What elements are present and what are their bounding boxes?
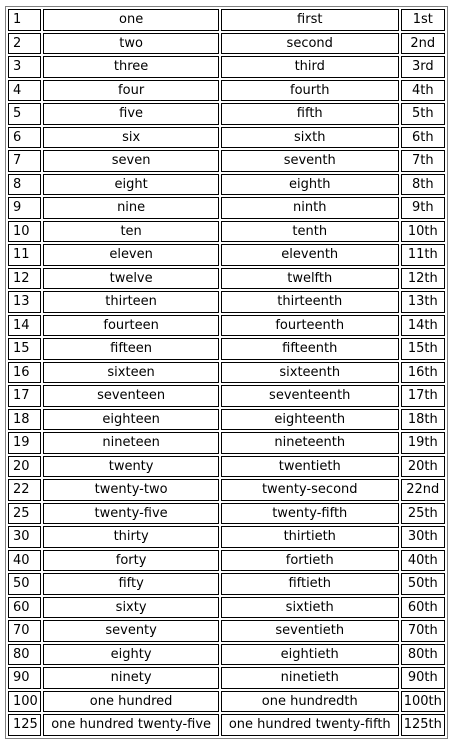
abbreviation-cell: 3rd [401, 56, 445, 78]
ordinal-cell: eighth [221, 174, 399, 196]
ordinal-cell: seventieth [221, 620, 399, 642]
abbreviation-cell: 10th [401, 221, 445, 243]
table-row [8, 9, 445, 31]
number-cell: 22 [8, 479, 41, 501]
number-cell: 7 [8, 150, 41, 172]
abbreviation-cell: 6th [401, 127, 445, 149]
abbreviation-cell: 16th [401, 362, 445, 384]
abbreviation-cell: 9th [401, 197, 445, 219]
table-row [8, 362, 445, 384]
number-cell: 25 [8, 503, 41, 525]
table-row [8, 667, 445, 689]
ordinal-cell: thirteenth [221, 291, 399, 313]
number-cell: 4 [8, 80, 41, 102]
cardinal-cell: nine [43, 197, 219, 219]
ordinal-cell: eightieth [221, 644, 399, 666]
cardinal-cell: twenty [43, 456, 219, 478]
abbreviation-cell: 80th [401, 644, 445, 666]
numbers-table-container [5, 6, 448, 739]
number-cell: 15 [8, 338, 41, 360]
abbreviation-cell: 90th [401, 667, 445, 689]
abbreviation-cell: 17th [401, 385, 445, 407]
table-row [8, 80, 445, 102]
cardinal-cell: twelve [43, 268, 219, 290]
cardinal-cell: one [43, 9, 219, 31]
number-cell: 17 [8, 385, 41, 407]
table-row [8, 503, 445, 525]
number-cell: 16 [8, 362, 41, 384]
cardinal-cell: six [43, 127, 219, 149]
abbreviation-cell: 100th [401, 691, 445, 713]
number-cell: 6 [8, 127, 41, 149]
number-cell: 90 [8, 667, 41, 689]
abbreviation-cell: 22nd [401, 479, 445, 501]
ordinal-cell: fourth [221, 80, 399, 102]
ordinal-cell: twelfth [221, 268, 399, 290]
table-row [8, 691, 445, 713]
cardinal-cell: four [43, 80, 219, 102]
table-row [8, 573, 445, 595]
number-cell: 100 [8, 691, 41, 713]
ordinal-cell: sixth [221, 127, 399, 149]
number-cell: 60 [8, 597, 41, 619]
cardinal-cell: sixty [43, 597, 219, 619]
abbreviation-cell: 50th [401, 573, 445, 595]
cardinal-cell: sixteen [43, 362, 219, 384]
abbreviation-cell: 20th [401, 456, 445, 478]
ordinal-cell: first [221, 9, 399, 31]
ordinal-cell: twentieth [221, 456, 399, 478]
cardinal-cell: one hundred [43, 691, 219, 713]
abbreviation-cell: 8th [401, 174, 445, 196]
number-cell: 11 [8, 244, 41, 266]
ordinal-cell: ninetieth [221, 667, 399, 689]
table-row [8, 221, 445, 243]
table-row [8, 56, 445, 78]
table-row [8, 409, 445, 431]
abbreviation-cell: 2nd [401, 33, 445, 55]
cardinal-cell: thirty [43, 526, 219, 548]
ordinal-cell: nineteenth [221, 432, 399, 454]
table-row [8, 338, 445, 360]
cardinal-cell: eleven [43, 244, 219, 266]
number-cell: 125 [8, 714, 41, 736]
number-cell: 2 [8, 33, 41, 55]
ordinal-cell: fiftieth [221, 573, 399, 595]
table-row [8, 268, 445, 290]
ordinal-cell: tenth [221, 221, 399, 243]
ordinal-cell: thirtieth [221, 526, 399, 548]
numbers-table [5, 6, 448, 739]
cardinal-cell: fourteen [43, 315, 219, 337]
cardinal-cell: five [43, 103, 219, 125]
ordinal-cell: sixtieth [221, 597, 399, 619]
ordinal-cell: ninth [221, 197, 399, 219]
cardinal-cell: two [43, 33, 219, 55]
numbers-table-body [8, 9, 445, 736]
cardinal-cell: thirteen [43, 291, 219, 313]
ordinal-cell: fourteenth [221, 315, 399, 337]
number-cell: 3 [8, 56, 41, 78]
number-cell: 14 [8, 315, 41, 337]
cardinal-cell: eighty [43, 644, 219, 666]
table-row [8, 33, 445, 55]
number-cell: 30 [8, 526, 41, 548]
ordinal-cell: twenty-second [221, 479, 399, 501]
cardinal-cell: eighteen [43, 409, 219, 431]
table-row [8, 479, 445, 501]
cardinal-cell: twenty-five [43, 503, 219, 525]
table-row [8, 456, 445, 478]
ordinal-cell: seventeenth [221, 385, 399, 407]
number-cell: 80 [8, 644, 41, 666]
table-row [8, 150, 445, 172]
table-row [8, 620, 445, 642]
ordinal-cell: eleventh [221, 244, 399, 266]
abbreviation-cell: 25th [401, 503, 445, 525]
number-cell: 9 [8, 197, 41, 219]
abbreviation-cell: 125th [401, 714, 445, 736]
cardinal-cell: twenty-two [43, 479, 219, 501]
table-row [8, 244, 445, 266]
table-row [8, 127, 445, 149]
ordinal-cell: fortieth [221, 550, 399, 572]
cardinal-cell: seventy [43, 620, 219, 642]
cardinal-cell: one hundred twenty-five [43, 714, 219, 736]
ordinal-cell: second [221, 33, 399, 55]
number-cell: 19 [8, 432, 41, 454]
cardinal-cell: seven [43, 150, 219, 172]
table-row [8, 714, 445, 736]
cardinal-cell: three [43, 56, 219, 78]
abbreviation-cell: 1st [401, 9, 445, 31]
table-row [8, 644, 445, 666]
table-row [8, 103, 445, 125]
number-cell: 40 [8, 550, 41, 572]
cardinal-cell: eight [43, 174, 219, 196]
number-cell: 8 [8, 174, 41, 196]
ordinal-cell: twenty-fifth [221, 503, 399, 525]
abbreviation-cell: 12th [401, 268, 445, 290]
abbreviation-cell: 15th [401, 338, 445, 360]
table-row [8, 197, 445, 219]
table-row [8, 385, 445, 407]
abbreviation-cell: 18th [401, 409, 445, 431]
abbreviation-cell: 60th [401, 597, 445, 619]
cardinal-cell: fifteen [43, 338, 219, 360]
ordinal-cell: fifth [221, 103, 399, 125]
number-cell: 70 [8, 620, 41, 642]
abbreviation-cell: 30th [401, 526, 445, 548]
abbreviation-cell: 13th [401, 291, 445, 313]
table-row [8, 291, 445, 313]
number-cell: 5 [8, 103, 41, 125]
abbreviation-cell: 11th [401, 244, 445, 266]
number-cell: 13 [8, 291, 41, 313]
cardinal-cell: seventeen [43, 385, 219, 407]
ordinal-cell: sixteenth [221, 362, 399, 384]
abbreviation-cell: 14th [401, 315, 445, 337]
table-row [8, 526, 445, 548]
abbreviation-cell: 7th [401, 150, 445, 172]
cardinal-cell: nineteen [43, 432, 219, 454]
ordinal-cell: seventh [221, 150, 399, 172]
ordinal-cell: one hundred twenty-fifth [221, 714, 399, 736]
number-cell: 50 [8, 573, 41, 595]
ordinal-cell: third [221, 56, 399, 78]
number-cell: 12 [8, 268, 41, 290]
cardinal-cell: fifty [43, 573, 219, 595]
table-row [8, 550, 445, 572]
ordinal-cell: one hundredth [221, 691, 399, 713]
abbreviation-cell: 4th [401, 80, 445, 102]
abbreviation-cell: 5th [401, 103, 445, 125]
table-row [8, 432, 445, 454]
table-row [8, 597, 445, 619]
ordinal-cell: fifteenth [221, 338, 399, 360]
abbreviation-cell: 40th [401, 550, 445, 572]
ordinal-cell: eighteenth [221, 409, 399, 431]
cardinal-cell: ninety [43, 667, 219, 689]
cardinal-cell: ten [43, 221, 219, 243]
abbreviation-cell: 19th [401, 432, 445, 454]
cardinal-cell: forty [43, 550, 219, 572]
number-cell: 18 [8, 409, 41, 431]
number-cell: 10 [8, 221, 41, 243]
number-cell: 20 [8, 456, 41, 478]
number-cell: 1 [8, 9, 41, 31]
abbreviation-cell: 70th [401, 620, 445, 642]
table-row [8, 315, 445, 337]
table-row [8, 174, 445, 196]
